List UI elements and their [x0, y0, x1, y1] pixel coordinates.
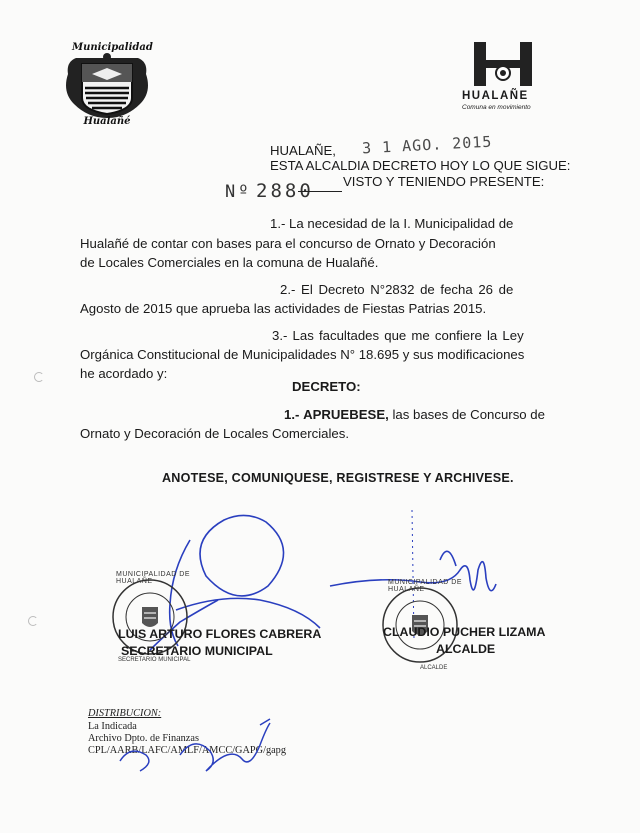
paragraph-2-line2: Agosto de 2015 que aprueba las actividades de Fiestas Patrias 2015. — [80, 301, 487, 316]
crest-top-text: Municipalidad — [72, 42, 153, 53]
brand-h-icon — [470, 40, 540, 88]
crest-shield-icon — [58, 52, 156, 122]
paragraph-1-lead: 1.- La necesidad de la I. Municipalidad de — [270, 216, 514, 231]
signatory-right-title: ALCALDE — [436, 642, 496, 656]
resolution-1-text: las bases de Concurso de — [388, 407, 545, 422]
brand-slogan: Comuna en movimiento — [462, 104, 531, 111]
paragraph-3-line2: Orgánica Constitucional de Municipalidades N° 18.695 y sus modificaciones — [80, 347, 525, 362]
signatory-left-title: SECRETARIO MUNICIPAL — [121, 644, 273, 658]
resolution-1-keyword: APRUEBESE, — [303, 407, 389, 422]
date-stamp: 3 1 AGO. 2015 — [361, 132, 493, 158]
paragraph-1-line3: de Locales Comerciales en la comuna de Hualañé. — [80, 255, 379, 270]
stamp-right-label: MUNICIPALIDAD DE HUALAÑE — [388, 579, 462, 593]
punch-hole-mark — [28, 616, 38, 626]
decree-number-underline — [298, 191, 342, 192]
signature-ink-initials — [110, 715, 310, 785]
decreto-heading: DECRETO: — [292, 379, 361, 394]
decree-number-prefix: Nº — [225, 182, 252, 202]
signatory-right-name: CLAUDIO PUCHER LIZAMA — [383, 625, 546, 639]
decree-number: 2880 — [256, 180, 314, 202]
brand-name: HUALAÑE — [462, 90, 529, 102]
resolution-1-number: 1.- — [284, 407, 300, 422]
signature-ink-left — [0, 500, 640, 720]
distribution-line3: CPL/AARB/LAFC/AMLF/AMCC/GAPG/gapg — [88, 745, 286, 756]
distribution-line2: Archivo Dpto. de Finanzas — [88, 733, 199, 744]
punch-hole-mark — [34, 372, 44, 382]
stamp-right-sub: ALCALDE — [420, 665, 448, 671]
paragraph-3-lead: 3.- Las facultades que me confiere la Ley — [272, 328, 524, 343]
paragraph-3-line3: he acordado y: — [80, 366, 168, 381]
stamp-left-label: MUNICIPALIDAD DE HUALAÑE — [116, 571, 190, 585]
decree-place: HUALAÑE, — [270, 143, 336, 158]
closing-formula: ANOTESE, COMUNIQUESE, REGISTRESE Y ARCHIVESE. — [162, 471, 514, 485]
paragraph-2-lead: 2.- El Decreto N°2832 de fecha 26 de — [280, 282, 514, 297]
resolution-1-line2: Ornato y Decoración de Locales Comerciales. — [80, 426, 350, 441]
resolution-1-lead — [284, 405, 545, 425]
signatory-left-name: LUIS ARTURO FLORES CABRERA — [118, 627, 322, 641]
decree-line1: ESTA ALCALDIA DECRETO HOY LO QUE SIGUE: — [270, 158, 571, 173]
paragraph-1-line2: Hualañé de contar con bases para el concurso de Ornato y Decoración — [80, 236, 496, 251]
distribution-heading: DISTRIBUCION: — [88, 708, 162, 719]
stamp-left-sub: SECRETARIO MUNICIPAL — [118, 657, 191, 663]
hualane-brand-logo — [462, 40, 574, 112]
crest-bottom-text: Hualañé — [83, 116, 131, 127]
decree-line2: VISTO Y TENIENDO PRESENTE: — [343, 174, 545, 189]
distribution-line1: La Indicada — [88, 721, 137, 732]
municipal-crest — [58, 40, 156, 132]
